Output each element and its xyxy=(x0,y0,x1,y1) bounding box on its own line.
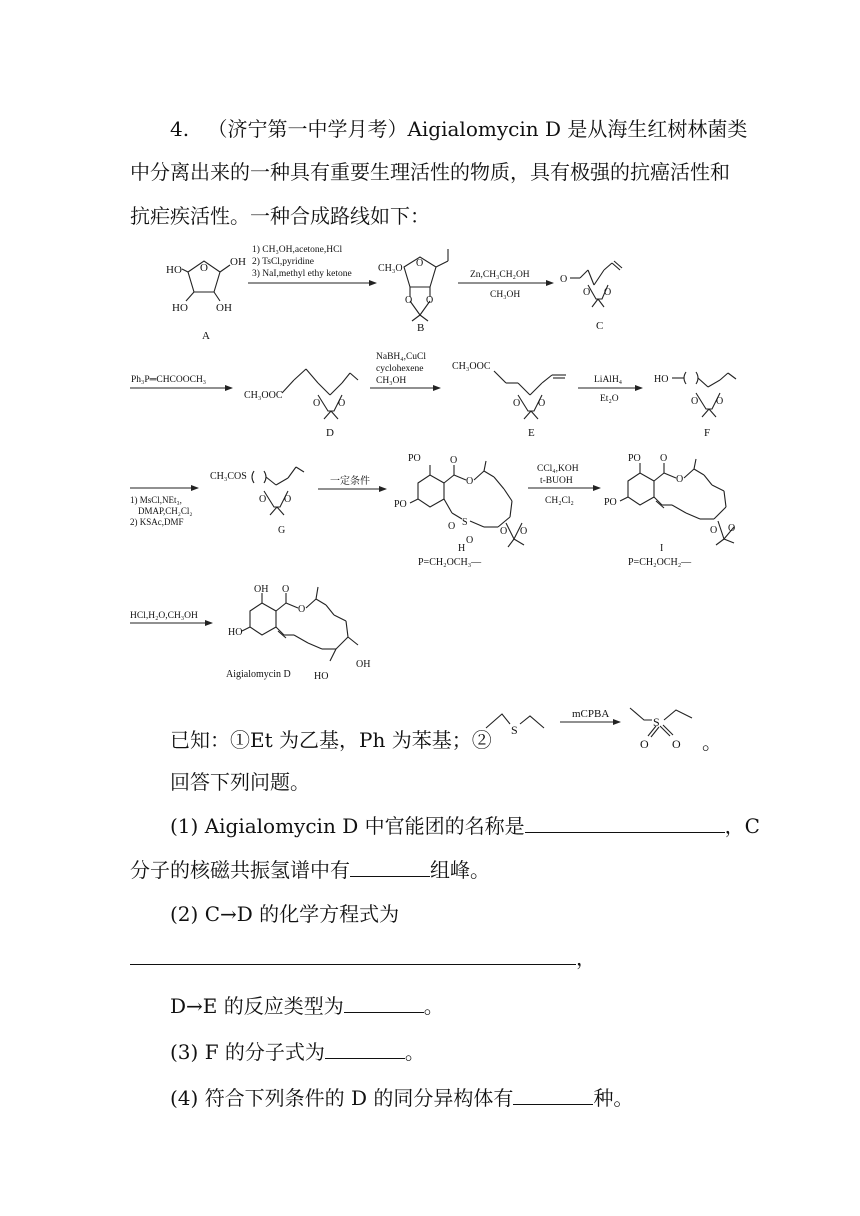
q2-line-2 xyxy=(130,944,596,972)
q1-answer-blank-2[interactable] xyxy=(350,856,430,877)
svg-text:Et₂O: Et₂O xyxy=(600,394,619,404)
svg-text:HO: HO xyxy=(314,671,329,682)
svg-text:O: O xyxy=(298,604,306,615)
svg-text:S: S xyxy=(653,715,660,729)
svg-text:O: O xyxy=(583,287,591,298)
svg-text:DMAP,CH₂Cl₂: DMAP,CH₂Cl₂ xyxy=(138,506,193,516)
svg-text:O: O xyxy=(660,453,668,464)
q1-part3: 分子的核磁共振氢谱中有 xyxy=(130,858,350,882)
svg-text:t-BUOH: t-BUOH xyxy=(540,476,573,486)
svg-text:CH₃O: CH₃O xyxy=(378,263,403,274)
svg-text:CH₃OOC: CH₃OOC xyxy=(452,361,491,372)
q1-part1: (1) Aigialomycin D 中官能团的名称是 xyxy=(170,814,525,838)
question-intro-1: Aigialomycin D 是从海生红树林菌类 xyxy=(407,117,748,141)
q4-line xyxy=(170,1084,633,1112)
label-a: A xyxy=(202,330,210,342)
known-text: 已知：①Et 为乙基，Ph 为苯基；② xyxy=(170,728,492,752)
question-intro-line-1 xyxy=(170,115,747,143)
svg-text:O: O xyxy=(259,494,267,505)
svg-text:O: O xyxy=(691,396,699,407)
svg-text:CH₃COS: CH₃COS xyxy=(210,471,247,482)
svg-text:O: O xyxy=(604,287,612,298)
svg-text:PO: PO xyxy=(408,453,421,464)
q3-formula-blank[interactable] xyxy=(325,1038,405,1059)
product-aigialomycin-d xyxy=(226,584,370,682)
svg-text:O: O xyxy=(520,526,528,537)
q1-answer-blank-1[interactable] xyxy=(525,812,725,833)
svg-text:O: O xyxy=(282,584,290,595)
svg-text:O: O xyxy=(448,521,456,532)
svg-text:O: O xyxy=(200,262,208,274)
reaction-arrow-7 xyxy=(318,474,386,489)
reaction-arrow-8 xyxy=(528,464,600,506)
q2-line-1: (2) C→D 的化学方程式为 xyxy=(170,902,400,926)
svg-text:CH₂Cl₂: CH₂Cl₂ xyxy=(545,496,574,506)
compound-f xyxy=(654,372,736,439)
svg-text:PO: PO xyxy=(604,497,617,508)
q1-line-2 xyxy=(130,856,490,884)
svg-text:PO: PO xyxy=(628,453,641,464)
svg-text:CH₃OH: CH₃OH xyxy=(376,376,407,386)
q3-end: 。 xyxy=(404,1040,425,1064)
compound-h xyxy=(394,453,527,568)
svg-text:2) TsCl,pyridine: 2) TsCl,pyridine xyxy=(252,257,314,267)
q1-part4: 组峰。 xyxy=(430,858,490,882)
q4-count-blank[interactable] xyxy=(513,1084,593,1105)
q2-part2: D→E 的反应类型为 xyxy=(170,994,344,1018)
svg-text:NaBH₄,CuCl: NaBH₄,CuCl xyxy=(376,352,427,362)
svg-text:HO: HO xyxy=(228,627,243,638)
svg-text:LiAlH₄: LiAlH₄ xyxy=(594,375,623,385)
svg-text:O: O xyxy=(710,525,718,536)
reaction-arrow-3 xyxy=(130,375,232,388)
svg-text:O: O xyxy=(500,526,508,537)
svg-text:O: O xyxy=(466,476,474,487)
compound-c xyxy=(560,261,622,332)
question-source: （济宁第一中学月考） xyxy=(207,117,408,141)
reaction-arrow-4 xyxy=(370,352,440,388)
q2-equation-blank[interactable] xyxy=(130,944,576,965)
svg-text:OH: OH xyxy=(216,302,232,314)
svg-text:OH: OH xyxy=(356,659,371,670)
svg-text:O: O xyxy=(560,274,568,285)
svg-text:O: O xyxy=(426,295,434,306)
svg-text:3) NaI,methyl ethy ketone: 3) NaI,methyl ethy ketone xyxy=(252,269,352,279)
reaction-arrow-9 xyxy=(130,611,212,623)
svg-text:O: O xyxy=(466,535,474,546)
svg-text:cyclohexene: cyclohexene xyxy=(376,364,424,374)
compound-e xyxy=(452,361,566,439)
q4-part1: (4) 符合下列条件的 D 的同分异构体有 xyxy=(170,1086,514,1110)
reaction-arrow-6 xyxy=(130,488,198,527)
label-g: G xyxy=(278,525,286,536)
svg-text:一定条件: 一定条件 xyxy=(330,476,370,487)
label-d: D xyxy=(326,427,334,439)
compound-i xyxy=(604,453,735,568)
svg-text:HO: HO xyxy=(654,374,669,385)
label-f: F xyxy=(704,427,711,439)
compound-b xyxy=(378,249,448,334)
q2-line-3 xyxy=(170,992,444,1020)
q4-end: 种。 xyxy=(593,1086,634,1110)
svg-text:O: O xyxy=(538,398,546,409)
question-intro-line-2: 中分离出来的一种具有重要生理活性的物质，具有极强的抗癌活性和 xyxy=(130,160,730,184)
svg-text:PO: PO xyxy=(394,499,407,510)
label-h: H xyxy=(458,543,466,554)
label-i: I xyxy=(660,543,664,554)
svg-text:2) KSAc,DMF: 2) KSAc,DMF xyxy=(130,517,184,527)
svg-text:CH₃OH: CH₃OH xyxy=(490,290,521,300)
label-c: C xyxy=(596,320,604,332)
product-label: Aigialomycin D xyxy=(226,669,291,680)
svg-text:1) MsCl,NEt₃,: 1) MsCl,NEt₃, xyxy=(130,495,182,505)
i-protecting-group-note: P=CH₂OCH₂— xyxy=(628,557,692,568)
question-intro-line-3: 抗疟疾活性。一种合成路线如下： xyxy=(130,204,430,228)
label-b: B xyxy=(417,322,425,334)
svg-text:OH: OH xyxy=(230,256,246,268)
known-end: 。 xyxy=(702,730,722,754)
h-protecting-group-note: P=CH₂OCH₃— xyxy=(418,557,482,568)
svg-text:O: O xyxy=(676,474,684,485)
svg-text:O: O xyxy=(405,295,413,306)
q3-line xyxy=(170,1038,425,1066)
svg-text:O: O xyxy=(513,398,521,409)
compound-g xyxy=(210,467,304,536)
sulfide-oxidation-scheme xyxy=(480,698,720,758)
svg-text:CH₃OOC: CH₃OOC xyxy=(244,390,283,401)
compound-a xyxy=(166,256,246,342)
question-number: 4. xyxy=(170,117,190,141)
svg-text:HO: HO xyxy=(166,264,182,276)
svg-text:S: S xyxy=(462,517,468,528)
svg-text:1) CH₃OH,acetone,HCl: 1) CH₃OH,acetone,HCl xyxy=(252,245,343,255)
svg-text:O: O xyxy=(728,523,736,534)
q2-end: 。 xyxy=(423,994,444,1018)
reaction-arrow-2 xyxy=(458,270,553,300)
svg-text:O: O xyxy=(450,455,458,466)
svg-text:O: O xyxy=(284,494,292,505)
svg-text:OH: OH xyxy=(254,584,269,595)
reaction-arrow-1 xyxy=(248,244,376,283)
svg-text:HCl,H₂O,CH₃OH: HCl,H₂O,CH₃OH xyxy=(130,611,198,621)
reaction-arrow-5 xyxy=(578,375,642,404)
svg-text:O: O xyxy=(716,396,724,407)
svg-text:O: O xyxy=(640,737,649,751)
svg-text:Zn,CH₃CH₂OH: Zn,CH₃CH₂OH xyxy=(470,270,530,280)
q1-line-1 xyxy=(170,812,760,840)
svg-text:O: O xyxy=(416,258,424,269)
label-e: E xyxy=(528,427,535,439)
mcpba-reagent: mCPBA xyxy=(572,708,610,720)
known-line xyxy=(170,726,492,754)
svg-text:S: S xyxy=(511,723,518,737)
q2-reaction-type-blank[interactable] xyxy=(344,992,424,1013)
answer-prompt: 回答下列问题。 xyxy=(170,770,310,794)
svg-text:O: O xyxy=(672,737,681,751)
compound-d xyxy=(244,369,358,439)
svg-text:CCl₄,KOH: CCl₄,KOH xyxy=(537,464,579,474)
svg-text:Ph₃P═CHCOOCH₃: Ph₃P═CHCOOCH₃ xyxy=(131,375,207,385)
q1-part2: ，C xyxy=(724,814,760,838)
synthesis-scheme xyxy=(0,235,860,715)
svg-text:HO: HO xyxy=(172,302,188,314)
svg-text:O: O xyxy=(313,398,321,409)
q2-comma: ， xyxy=(576,946,596,970)
svg-text:O: O xyxy=(338,398,346,409)
q3-part1: (3) F 的分子式为 xyxy=(170,1040,325,1064)
